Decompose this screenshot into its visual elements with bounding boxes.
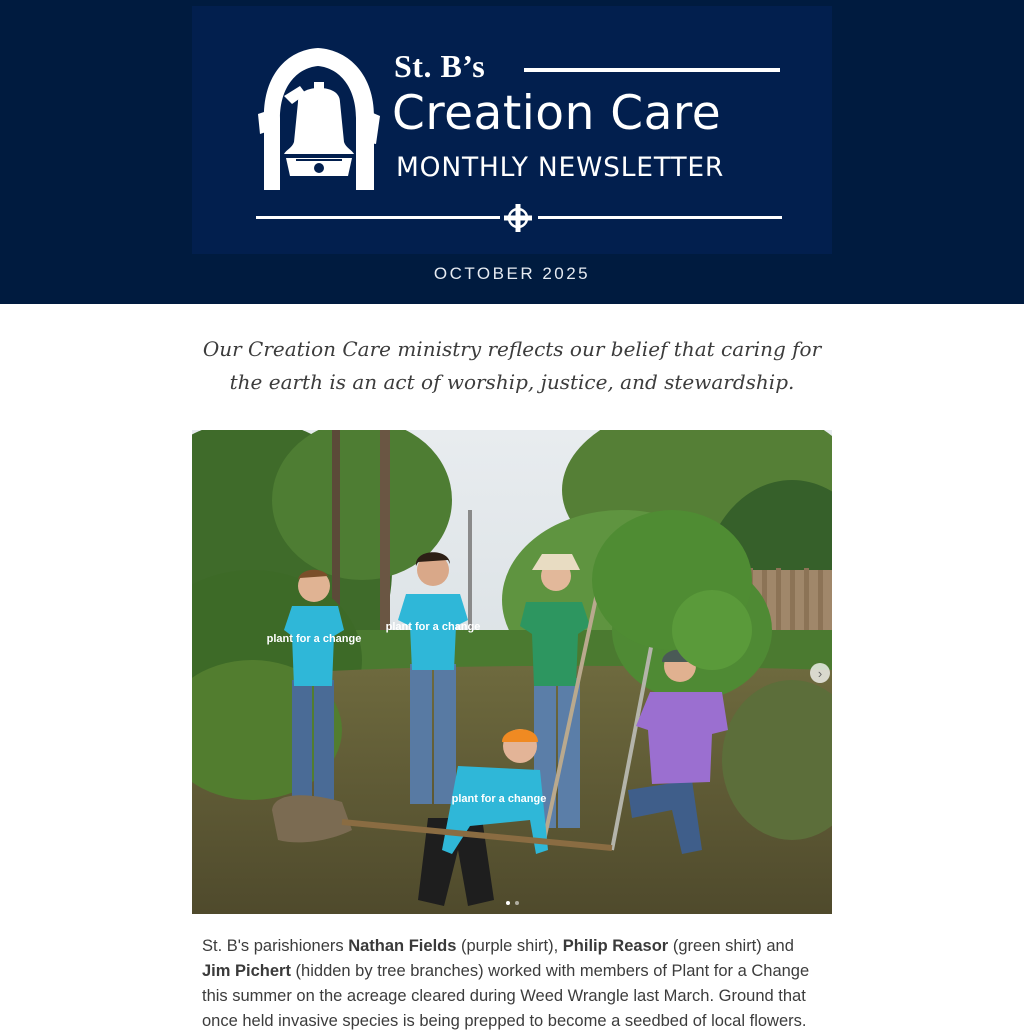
newsletter-banner [192, 6, 832, 254]
carousel-dot[interactable] [506, 901, 510, 905]
photo-illustration [192, 430, 832, 914]
caption-text: (purple shirt), [456, 937, 563, 955]
chevron-right-icon[interactable]: › [810, 663, 830, 683]
carousel-dot[interactable] [515, 901, 519, 905]
carousel-dots [192, 901, 832, 905]
header-band [0, 0, 1024, 304]
person-name: Philip Reasor [562, 937, 669, 955]
person-name: Jim Pichert [202, 962, 291, 980]
mission-statement: Our Creation Care ministry reflects our belief that caring for the earth is an act of worship, justice, and stewardship. [202, 337, 822, 394]
shirt-print: plant for a change [385, 621, 481, 633]
caption-text: St. B's parishioners [202, 937, 349, 955]
newsletter-subtitle: MONTHLY NEWSLETTER [396, 152, 725, 183]
kicker-text: St. B’s [394, 48, 486, 84]
issue-date: OCTOBER 2025 [433, 264, 591, 283]
celtic-cross-icon [256, 203, 782, 233]
caption-text: (green shirt) and [668, 937, 794, 955]
shirt-print: plant for a change [266, 633, 362, 645]
photo-caption [202, 934, 812, 1034]
newsletter-title: Creation Care [392, 86, 722, 141]
person-name: Nathan Fields [348, 937, 457, 955]
volunteer-photo [192, 430, 832, 914]
caption-text: (hidden by tree branches) worked with members of Plant for a Change this summer on the acreage cleared during Weed Wrangle last March. Ground that once held invasive species is being prepped to become a seedbed of local flowers. [202, 962, 810, 1030]
shirt-print: plant for a change [451, 793, 547, 805]
title-rule [524, 68, 780, 72]
bell-arch-icon [256, 46, 382, 190]
